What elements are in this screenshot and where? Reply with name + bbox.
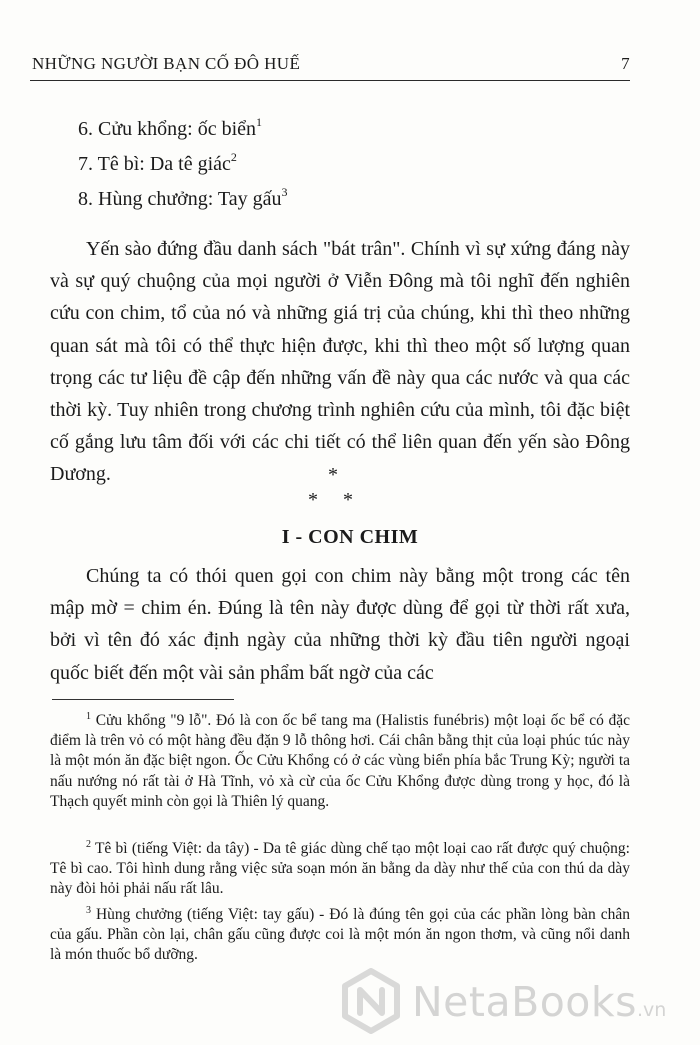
list-item xyxy=(78,182,638,217)
watermark-brand: NetaBooks xyxy=(412,978,637,1026)
list-item-text: 7. Tê bì: Da tê giác xyxy=(78,153,231,175)
footnote-ref: 2 xyxy=(230,150,237,164)
footnote-mark: 1 xyxy=(86,711,91,722)
footnote-ref: 1 xyxy=(256,115,263,129)
footnote-text: Tê bì (tiếng Việt: da tây) - Da tê giác dùng chế tạo một loại cao rất được quý chuộng: Tê bì cao. Tôi hình dung rằng việc sửa soạn món ăn bằng da dày như thế của con thú da dày này đòi hỏi phải nấu rất lâu. xyxy=(50,840,630,898)
footnote xyxy=(50,711,630,812)
list-item-text: 8. Hùng chưởng: Tay gấu xyxy=(78,188,282,210)
list-item xyxy=(78,147,638,182)
watermark-text xyxy=(412,978,666,1026)
eight-treasures-list xyxy=(78,112,638,217)
separator-star: * xyxy=(328,464,338,486)
footnote-divider xyxy=(52,699,234,700)
footnote-text: Cửu khổng "9 lỗ". Đó là con ốc bể tang ma (Halistis funébris) một loại ốc bể có đặc điểm là trên vỏ có một hàng đều đặn 9 lỗ thông hơi. Cái chân bằng thịt của loại phúc túc này là một món ăn đặc biệt ngon. Ốc Cửu Khổng có ở các vùng biển phía bắc Trung Kỳ; người ta nấu nướng nó rất tài ở Hà Tĩnh, vỏ xà cừ của ốc Cửu Khổng được dùng trong y học, đó là Thạch quyết minh còn gọi là Thiên lý quang. xyxy=(50,712,631,810)
footnote-text: Hùng chưởng (tiếng Việt: tay gấu) - Đó là đúng tên gọi của các phần lòng bàn chân của gấu. Phần còn lại, chân gấu cũng được coi là một món ăn ngon thơm, và cũng nổi danh là món thuốc bổ dưỡng. xyxy=(50,906,631,964)
section-heading: I - CON CHIM xyxy=(281,526,419,548)
list-item-text: 6. Cửu khổng: ốc biển xyxy=(78,118,257,140)
list-item xyxy=(78,112,638,147)
body-paragraph-2: Chúng ta có thói quen gọi con chim này bằng một trong các tên mập mờ = chim én. Đúng là tên này được dùng để gọi từ thời rất xưa, bởi vì tên đó xác định ngày của những thời kỳ đầu tiên người ngoại quốc biết đến một vài sản phẩm bất ngờ của các xyxy=(50,565,630,684)
footnote xyxy=(50,839,630,900)
book-title: NHỮNG NGƯỜI BẠN CỐ ĐÔ HUẾ xyxy=(32,54,301,73)
page-number: 7 xyxy=(621,54,630,73)
footnote-mark: 2 xyxy=(86,839,91,850)
separator-stars: * * xyxy=(308,489,363,511)
running-header xyxy=(30,52,630,81)
footnote-mark: 3 xyxy=(86,905,91,916)
watermark-suffix: .vn xyxy=(637,999,667,1021)
netabooks-watermark xyxy=(338,968,693,1038)
footnote-ref: 3 xyxy=(281,185,288,199)
netabooks-logo-icon xyxy=(338,968,404,1034)
body-paragraph-1: Yến sào đứng đầu danh sách "bát trân". Chính vì sự xứng đáng này và sự quý chuộng của mọi người ở Viễn Đông mà tôi nghĩ đến nghiên cứu con chim, tổ của nó và những giá trị của chúng, khi thì theo những quan sát mà tôi có thể thực hiện được, khi thì theo một số lượng quan trọng các tư liệu đề cập đến những vấn đề này qua các nước và qua các thời kỳ. Tuy nhiên trong chương trình nghiên cứu của mình, tôi đặc biệt cố gắng lưu tâm đối với các chi tiết có thể liên quan đến yến sào Đông Dương. xyxy=(50,238,630,486)
footnote xyxy=(50,905,630,966)
